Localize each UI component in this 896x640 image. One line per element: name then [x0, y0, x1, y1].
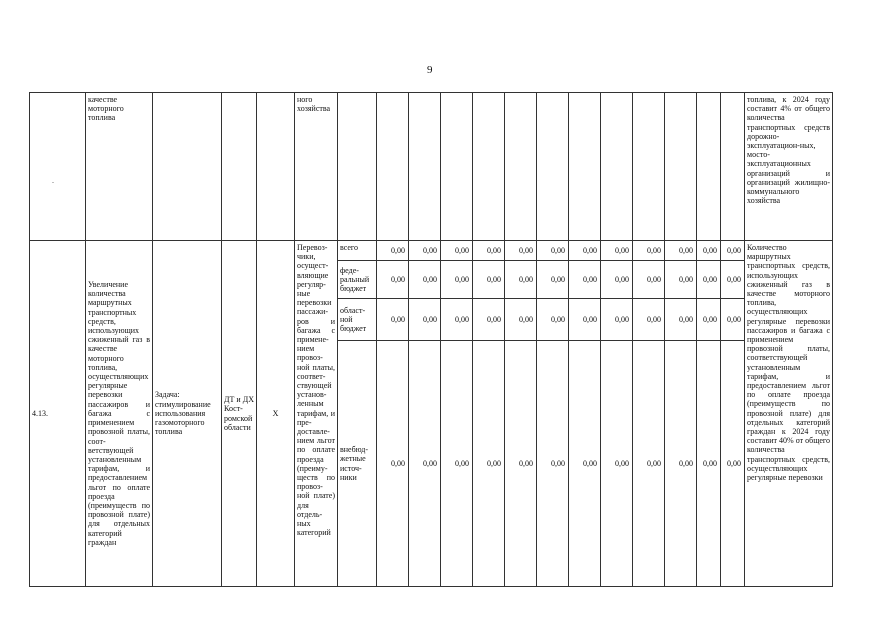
funding-value: 0,00	[537, 341, 569, 587]
source-cell-empty	[338, 93, 377, 241]
activity-name-cell: качестве моторного топлива	[86, 93, 153, 241]
funding-source: всего	[338, 241, 377, 261]
funding-value: 0,00	[505, 261, 537, 299]
program-activities-table	[29, 92, 833, 587]
funding-value: 0,00	[721, 261, 745, 299]
funding-value: 0,00	[409, 261, 441, 299]
funding-value: 0,00	[721, 299, 745, 341]
funding-value: 0,00	[601, 261, 633, 299]
funding-value: 0,00	[569, 261, 601, 299]
funding-value: 0,00	[441, 261, 473, 299]
funding-value: 0,00	[665, 261, 697, 299]
funding-source: внебюд-жетные источ-ники	[338, 341, 377, 587]
funding-value: 0,00	[505, 241, 537, 261]
funding-value: 0,00	[441, 241, 473, 261]
table-row	[30, 241, 833, 261]
funding-value: 0,00	[633, 261, 665, 299]
funding-value: 0,00	[473, 299, 505, 341]
funding-value: 0,00	[441, 341, 473, 587]
continuation-row	[30, 93, 833, 241]
funding-value: 0,00	[537, 261, 569, 299]
funding-value: 0,00	[601, 299, 633, 341]
funding-value: 0,00	[697, 341, 721, 587]
funding-value: 0,00	[505, 299, 537, 341]
participants-cell: ного хозяйства	[295, 93, 338, 241]
funding-value: 0,00	[569, 299, 601, 341]
task-description: Задача: стимулирование использования газомоторного топлива	[153, 241, 222, 587]
activity-name: Увеличение количества маршрутных транспортных средств, использующих сжиженный газ в качестве моторного топлива, осуществляющих регулярные перевозки пассажиров и багажа с применением провозной платы, соот-ветствующей установленным тарифам, и предоставлением льгот по оплате проезда (преимуществ по провозной плате) для отдельных категорий граждан	[86, 241, 153, 587]
item-number: 4.13.	[30, 241, 86, 587]
funding-value: 0,00	[377, 261, 409, 299]
mark-x: X	[257, 241, 295, 587]
funding-value: 0,00	[473, 261, 505, 299]
expected-outcome: Количество маршрутных транспортных средств, использующих сжиженный газ в качестве моторного топлива, осуществляющих регулярные перевозки пассажиров и багажа с применением провозной платы, соответствующей установленным тарифам, и предоставлением льгот по оплате проезда (преимуществ по провозной плате) для отдельных категорий граждан к 2024 году составит 40% от общего количества транспортных средств, осуществляющих регулярные перевозки	[745, 241, 833, 587]
responsible-executor: ДТ и ДХ Кост-ромской области	[222, 241, 257, 587]
funding-value: 0,00	[665, 341, 697, 587]
funding-value: 0,00	[441, 299, 473, 341]
funding-value: 0,00	[697, 299, 721, 341]
funding-value: 0,00	[697, 261, 721, 299]
funding-value: 0,00	[409, 241, 441, 261]
task-cell-empty	[153, 93, 222, 241]
page-number: 9	[427, 64, 433, 76]
funding-value: 0,00	[697, 241, 721, 261]
funding-value: 0,00	[409, 299, 441, 341]
funding-value: 0,00	[377, 299, 409, 341]
participants: Перевоз-чики, осущест-вляющие регуляр-ные перевозки пассажи-ров и багажа с примене-нием провоз-ной платы, соответ-ствующей установ-ленным тарифам, и пре-доставле-нием льгот по оплате проезда (преиму-ществ по провоз-ной плате) для отдель-ных категорий	[295, 241, 338, 587]
funding-value: 0,00	[721, 241, 745, 261]
funding-value: 0,00	[721, 341, 745, 587]
funding-value: 0,00	[633, 299, 665, 341]
funding-source: феде-ральный бюджет	[338, 261, 377, 299]
funding-value: 0,00	[377, 341, 409, 587]
funding-value: 0,00	[537, 241, 569, 261]
funding-value: 0,00	[601, 341, 633, 587]
funding-value: 0,00	[377, 241, 409, 261]
funding-value: 0,00	[633, 341, 665, 587]
funding-value: 0,00	[665, 299, 697, 341]
responsible-cell-empty	[222, 93, 257, 241]
funding-value: 0,00	[601, 241, 633, 261]
item-number-cell-empty	[30, 93, 86, 241]
funding-value: 0,00	[633, 241, 665, 261]
funding-value: 0,00	[473, 241, 505, 261]
funding-value: 0,00	[409, 341, 441, 587]
scan-dot: .	[52, 176, 54, 185]
funding-value: 0,00	[665, 241, 697, 261]
funding-value: 0,00	[569, 341, 601, 587]
funding-value: 0,00	[537, 299, 569, 341]
funding-value: 0,00	[505, 341, 537, 587]
funding-value: 0,00	[473, 341, 505, 587]
funding-source: област-ной бюджет	[338, 299, 377, 341]
outcome-cell: топлива, к 2024 году составит 4% от общего количества транспортных средств дорожно-эксплуатацион-ных, мосто-эксплуатационных организаций и организаций жилищно-коммунального хозяйства	[745, 93, 833, 241]
mark-cell-empty	[257, 93, 295, 241]
funding-value: 0,00	[569, 241, 601, 261]
